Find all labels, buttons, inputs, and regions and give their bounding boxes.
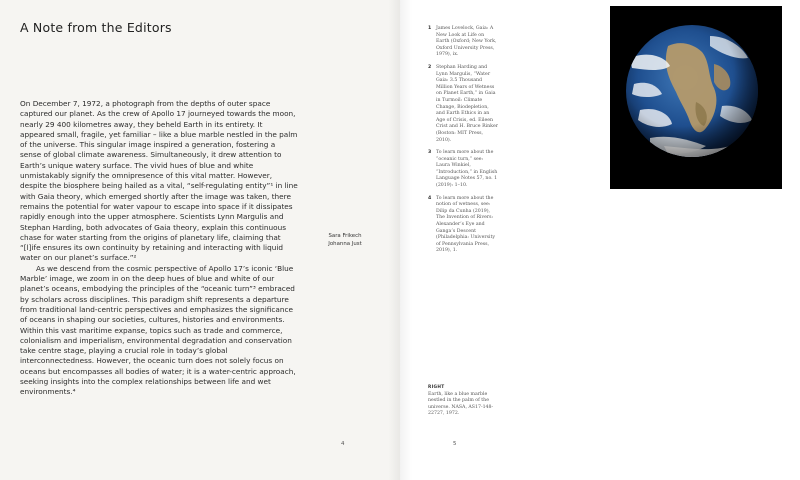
endnote: [428, 65, 498, 144]
page-title: A Note from the Editors: [20, 20, 172, 35]
author-name: Johanna Just: [328, 240, 362, 247]
endnote-text: James Lovelock, Gaia: A New Look at Life on Earth (Oxford; New York, Oxford University Press, 1979), ix.: [436, 26, 497, 58]
endnote: [428, 196, 498, 255]
author-name: Sara Frikech: [328, 233, 362, 239]
endnote-text: To learn more about the notion of wetness, see: Dilip da Cunha (2019), The Invention of Rivers: Alexander’s Eye and Ganga’s Descent (Philadelphia: University of Pennsylvania Press, 2019), 1.: [436, 195, 496, 254]
endnotes: [428, 26, 498, 261]
endnote: [428, 150, 498, 190]
page-number-right: 5: [453, 441, 457, 447]
caption-text: Earth, like a blue marble nestled in the palm of the universe. NASA, AS17-148-22727, 1972.: [428, 391, 494, 417]
author-credits: [312, 233, 378, 248]
image-caption: [428, 385, 500, 418]
endnote-text: To learn more about the “oceanic turn,” see: Laura Winkiel, “Introduction,” in English Language Notes 57, no. 1 (2019): 1–10.: [436, 150, 498, 189]
endnote-text: Stephan Harding and Lynn Margulis, “Water Gaia: 3.5 Thousand Million Years of Wetness on Planet Earth,” in Gaia in Turmoil: Climate Change, Biodepletion, and Earth Ethics in an Age of Crisis, ed. Eileen Crist and H. Bruce Rinker (Boston: MIT Press, 2010).: [436, 64, 498, 143]
page-number-left: 4: [341, 441, 345, 447]
endnote-number: 2: [428, 64, 432, 70]
caption-label: RIGHT: [428, 385, 445, 390]
earth-photo: [610, 6, 782, 189]
spine-gutter: [388, 0, 412, 480]
earth-globe-image: [610, 6, 782, 189]
body-paragraph-2: As we descend from the cosmic perspective of Apollo 17’s iconic ‘Blue Marble’ image, we zoom in on the deep hues of blue and white of our planet’s oceans, embodying the principles of the “oceanic turn”³ embraced by scholars across disciplines. This paradigm shift represents a departure from traditional land-centric perspectives and emphasizes the significance of oceans in shaping our societies, cultures, histories and environments. Within this vast maritime expanse, topics such as trade and commerce, colonialism and imperialism, environmental degradation and conservation take centre stage, playing a crucial role in today’s global interconnectedness. However, the oceanic turn does not solely focus on oceans but encompasses all bodies of water; it is a water-centric approach, seeking insights into the complex relationships between life and wet environments.⁴: [20, 263, 296, 397]
endnote: [428, 26, 498, 59]
body-text: [20, 99, 298, 398]
endnote-number: 4: [428, 195, 432, 201]
body-paragraph-1: On December 7, 1972, a photograph from the depths of outer space captured our planet. As the crew of Apollo 17 journeyed towards the moon, nearly 29 400 kilometres away, they beheld Earth in its entirety. It appeared small, fragile, yet familiar – like a blue marble nestled in the palm of the universe. This singular image inspired a generation, fostering a sense of global climate awareness. Simultaneously, it drew attention to Earth’s unique watery surface. The vivid hues of blue and white unmistakably signify the omnipresence of this vital matter. However, despite the biosphere being hailed as a vital, “self-regulating entity”¹ in line with Gaia theory, which emerged shortly after the image was taken, there remains the potential for water vapour to escape into space if it dissipates rapidly enough into the upper atmosphere. Scientists Lynn Margulis and Stephan Harding, both advocates of Gaia theory, explain this continuous chase for water starting from the origins of planetary life, claiming that “[l]ife ensures its own continuity by retaining and interacting with liquid water on our planet’s surface.”²: [20, 99, 298, 263]
endnote-number: 3: [428, 150, 432, 156]
endnote-number: 1: [428, 26, 432, 31]
